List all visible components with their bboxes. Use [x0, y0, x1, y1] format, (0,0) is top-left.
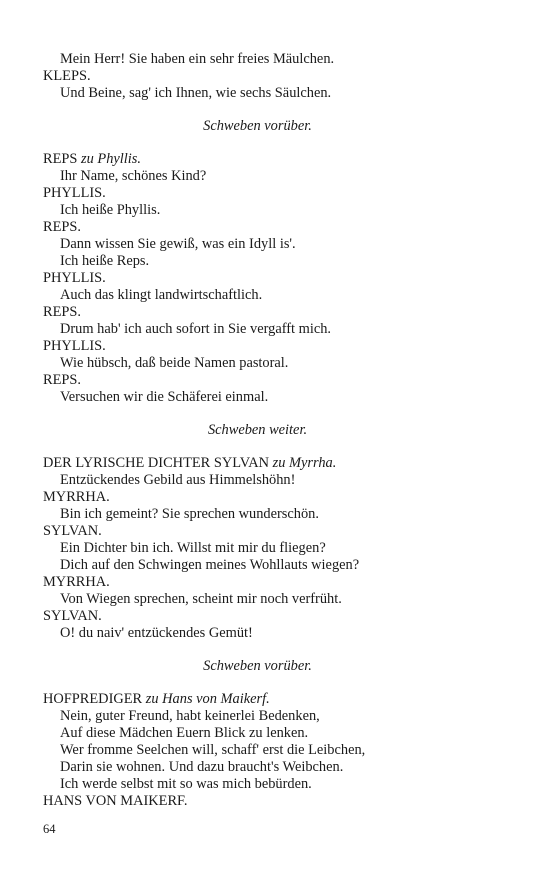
- speaker-line: [43, 304, 81, 321]
- speaker-line: [43, 151, 141, 168]
- speaker-line: [43, 372, 81, 389]
- speaker-line: [43, 574, 110, 591]
- speaker-name: HANS VON MAIKERF.: [43, 793, 188, 809]
- speaker-direction: zu Phyllis.: [81, 151, 141, 167]
- verse-line: Und Beine, sag' ich Ihnen, wie sechs Säulchen.: [60, 85, 332, 101]
- speaker-line: [43, 608, 102, 625]
- verse-line: Mein Herr! Sie haben ein sehr freies Mäulchen.: [60, 51, 335, 67]
- speaker-name: KLEPS.: [43, 68, 91, 84]
- verse-line: O! du naiv' entzückendes Gemüt!: [60, 625, 253, 641]
- speaker-name: SYLVAN.: [43, 523, 102, 539]
- verse-line: Dich auf den Schwingen meines Wohllauts wiegen?: [60, 557, 360, 573]
- verse-line: Ihr Name, schönes Kind?: [60, 168, 207, 184]
- verse-line: Versuchen wir die Schäferei einmal.: [60, 389, 269, 405]
- verse-line: Ein Dichter bin ich. Willst mit mir du fliegen?: [60, 540, 326, 556]
- verse-line: Nein, guter Freund, habt keinerlei Bedenken,: [60, 708, 320, 724]
- stage-direction: Schweben vorüber.: [203, 118, 312, 134]
- verse-line: Ich heiße Reps.: [60, 253, 150, 269]
- speaker-name: REPS: [43, 151, 78, 167]
- speaker-name: MYRRHA.: [43, 574, 110, 590]
- speaker-name: MYRRHA.: [43, 489, 110, 505]
- speaker-line: [43, 489, 110, 506]
- verse-line: Auf diese Mädchen Euern Blick zu lenken.: [60, 725, 309, 741]
- verse-line: Darin sie wohnen. Und dazu braucht's Weibchen.: [60, 759, 344, 775]
- speaker-direction: zu Hans von Maikerf.: [145, 691, 270, 707]
- speaker-name: SYLVAN.: [43, 608, 102, 624]
- verse-line: Auch das klingt landwirtschaftlich.: [60, 287, 263, 303]
- verse-line: Bin ich gemeint? Sie sprechen wunderschön.: [60, 506, 319, 522]
- speaker-line: [43, 219, 81, 236]
- speaker-name: DER LYRISCHE DICHTER SYLVAN: [43, 455, 270, 471]
- verse-line: Entzückendes Gebild aus Himmelshöhn!: [60, 472, 296, 488]
- verse-line: Drum hab' ich auch sofort in Sie vergafft mich.: [60, 321, 332, 337]
- speaker-line: [43, 793, 188, 810]
- speaker-direction: zu Myrrha.: [272, 455, 337, 471]
- verse-line: Ich werde selbst mit so was mich bebürden.: [60, 776, 312, 792]
- speaker-line: [43, 68, 91, 85]
- speaker-name: PHYLLIS.: [43, 185, 106, 201]
- verse-line: Wie hübsch, daß beide Namen pastoral.: [60, 355, 289, 371]
- verse-line: Ich heiße Phyllis.: [60, 202, 161, 218]
- verse-line: Dann wissen Sie gewiß, was ein Idyll is'.: [60, 236, 296, 252]
- speaker-line: [43, 691, 270, 708]
- speaker-name: REPS.: [43, 372, 81, 388]
- speaker-line: [43, 523, 102, 540]
- verse-line: Von Wiegen sprechen, scheint mir noch verfrüht.: [60, 591, 342, 607]
- speaker-line: [43, 455, 336, 472]
- stage-direction: Schweben vorüber.: [203, 658, 312, 674]
- verse-line: Wer fromme Seelchen will, schaff' erst die Leibchen,: [60, 742, 366, 758]
- speaker-name: REPS.: [43, 219, 81, 235]
- speaker-name: PHYLLIS.: [43, 270, 106, 286]
- speaker-line: [43, 338, 106, 355]
- stage-direction: Schweben weiter.: [207, 422, 308, 438]
- page-number: 64: [43, 822, 56, 836]
- speaker-name: HOFPREDIGER: [43, 691, 143, 707]
- speaker-name: PHYLLIS.: [43, 338, 106, 354]
- speaker-line: [43, 185, 106, 202]
- speaker-name: REPS.: [43, 304, 81, 320]
- speaker-line: [43, 270, 106, 287]
